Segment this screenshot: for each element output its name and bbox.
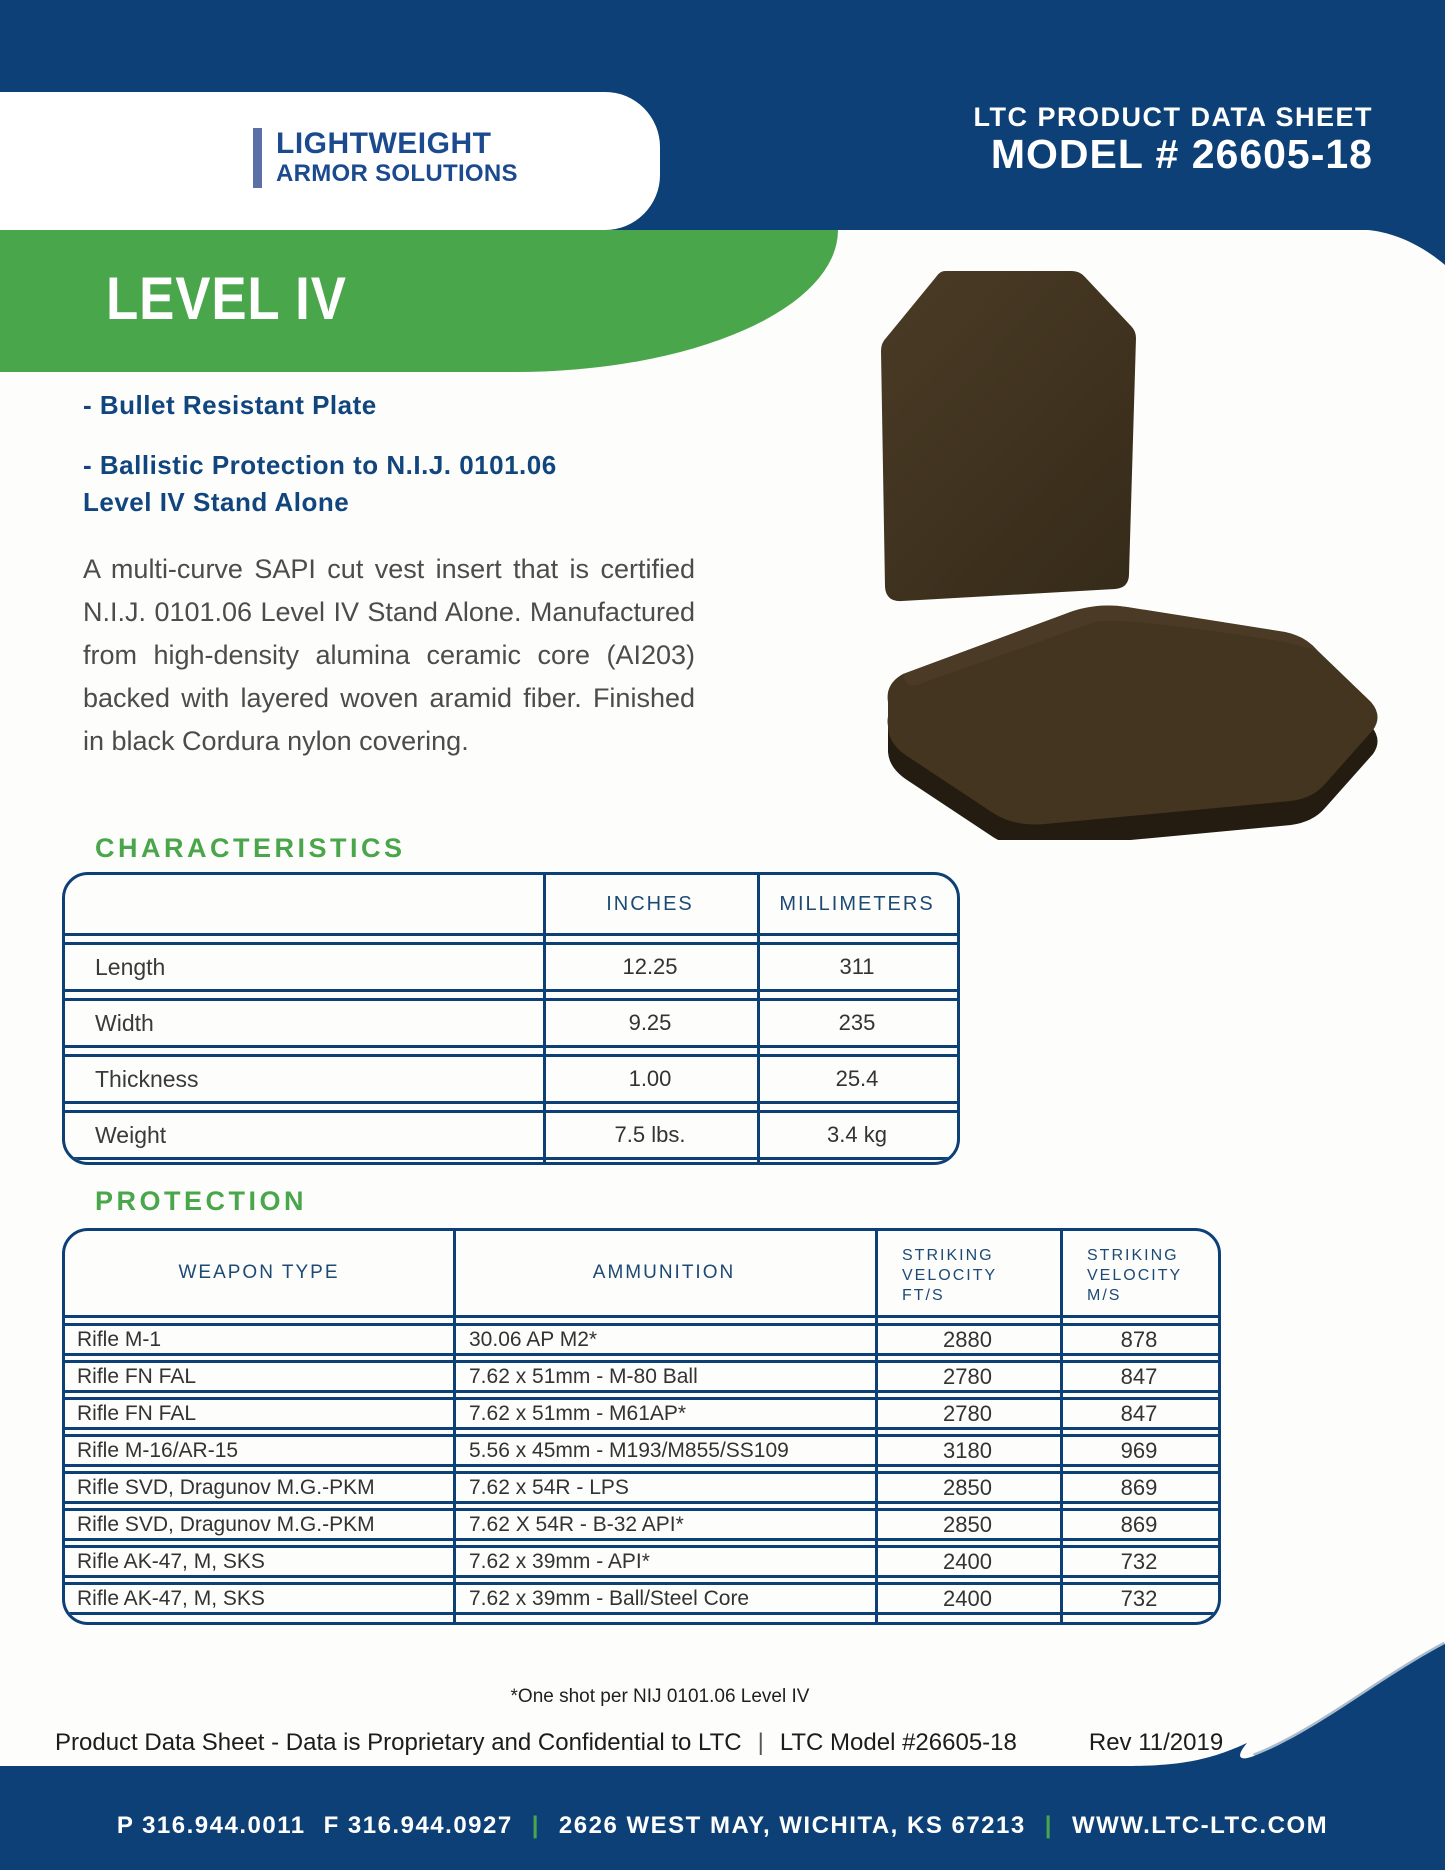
velocity-ftps: 2780 <box>943 1363 992 1389</box>
contact-divider: | <box>1044 1812 1053 1839</box>
product-photo <box>855 250 1445 840</box>
bullet-protection-line1: - Ballistic Protection to N.I.J. 0101.06 <box>83 450 557 480</box>
char-inches: 9.25 <box>628 1010 672 1035</box>
fax-number: F 316.944.0927 <box>323 1812 513 1839</box>
table-row <box>65 1434 1218 1467</box>
level-banner <box>0 230 838 372</box>
table-row <box>65 942 957 992</box>
logo-name-line1: LIGHTWEIGHT <box>276 127 492 160</box>
table-row <box>65 1508 1218 1541</box>
char-inches: 12.25 <box>622 954 678 979</box>
char-col-inches: INCHES <box>606 892 694 915</box>
table-row <box>65 1360 1218 1393</box>
velocity-ms: 969 <box>1120 1437 1158 1463</box>
prot-col-ammo: AMMUNITION <box>592 1262 736 1283</box>
char-col-mm: MILLIMETERS <box>779 892 935 915</box>
velocity-ms: 869 <box>1120 1474 1158 1500</box>
velocity-ms: 847 <box>1120 1400 1158 1426</box>
char-mm: 235 <box>838 1010 876 1035</box>
char-label: Weight <box>95 1121 167 1148</box>
meta-revision: Rev 11/2019 <box>1088 1729 1224 1756</box>
table-row <box>65 1582 1218 1615</box>
char-label: Length <box>95 953 166 980</box>
prot-col-vms: STRIKING VELOCITY M/S <box>1087 1247 1182 1304</box>
char-col-blank <box>65 875 543 933</box>
ammunition: 7.62 x 54R - LPS <box>469 1475 629 1499</box>
weapon-type: Rifle M-1 <box>77 1327 162 1351</box>
ammunition: 7.62 x 39mm - Ball/Steel Core <box>469 1586 750 1610</box>
meta-divider: | <box>757 1729 764 1756</box>
ammunition: 7.62 X 54R - B-32 API* <box>469 1512 684 1536</box>
char-mm: 25.4 <box>835 1066 879 1091</box>
table-row <box>65 1323 1218 1356</box>
column-divider <box>1060 1231 1063 1622</box>
weapon-type: Rifle AK-47, M, SKS <box>77 1586 265 1610</box>
logo-bar-icon <box>253 128 262 188</box>
bullet-protection-line2: Level IV Stand Alone <box>83 487 350 517</box>
logo-box <box>0 92 660 230</box>
plate-upright-icon <box>881 271 1136 601</box>
velocity-ftps: 2850 <box>943 1474 992 1500</box>
prot-col-weapon: WEAPON TYPE <box>178 1262 340 1283</box>
logo-name-line2: ARMOR SOLUTIONS <box>276 160 518 187</box>
weapon-type: Rifle FN FAL <box>77 1401 197 1425</box>
phone-number: P 316.944.0011 <box>116 1812 306 1839</box>
table-row <box>65 998 957 1048</box>
velocity-ftps: 2850 <box>943 1511 992 1537</box>
velocity-ms: 732 <box>1120 1548 1158 1574</box>
char-mm: 311 <box>839 954 875 979</box>
column-divider <box>543 875 546 1162</box>
characteristics-table <box>62 872 960 1165</box>
column-divider <box>875 1231 878 1622</box>
company-logo <box>253 128 518 188</box>
table-row <box>65 1471 1218 1504</box>
velocity-ftps: 2780 <box>943 1400 992 1426</box>
contact-bar <box>0 1798 1445 1854</box>
street-address: 2626 WEST MAY, WICHITA, KS 67213 <box>558 1812 1026 1839</box>
ammunition: 5.56 x 45mm - M193/M855/SS109 <box>469 1438 789 1462</box>
char-inches: 1.00 <box>628 1066 672 1091</box>
char-mm: 3.4 kg <box>827 1122 887 1147</box>
contact-divider: | <box>531 1812 540 1839</box>
velocity-ftps: 2400 <box>943 1548 992 1574</box>
velocity-ftps: 2880 <box>943 1326 992 1352</box>
table-row <box>65 1545 1218 1578</box>
weapon-type: Rifle AK-47, M, SKS <box>77 1549 265 1573</box>
weapon-type: Rifle FN FAL <box>77 1364 197 1388</box>
velocity-ftps: 2400 <box>943 1585 992 1611</box>
protection-table <box>62 1228 1221 1625</box>
table-row <box>65 1054 957 1104</box>
table-row <box>65 1397 1218 1430</box>
column-divider <box>453 1231 456 1622</box>
weapon-type: Rifle SVD, Dragunov M.G.-PKM <box>77 1475 375 1499</box>
protection-footnote: *One shot per NIJ 0101.06 Level IV <box>510 1686 810 1707</box>
model-number: MODEL # 26605-18 <box>990 131 1373 177</box>
protection-heading: PROTECTION <box>95 1186 308 1216</box>
velocity-ms: 732 <box>1120 1585 1158 1611</box>
ammunition: 7.62 x 51mm - M61AP* <box>469 1401 687 1425</box>
protection-header-row <box>65 1231 1218 1318</box>
weapon-type: Rifle M-16/AR-15 <box>77 1438 239 1462</box>
plate-flat-top-icon <box>888 606 1378 825</box>
velocity-ms: 847 <box>1120 1363 1158 1389</box>
meta-text: Product Data Sheet - Data is Proprietary and Confidential to LTC <box>55 1729 742 1756</box>
char-label: Thickness <box>95 1065 199 1092</box>
ammunition: 7.62 x 39mm - API* <box>469 1549 650 1573</box>
table-row <box>65 1110 957 1160</box>
velocity-ms: 869 <box>1120 1511 1158 1537</box>
weapon-type: Rifle SVD, Dragunov M.G.-PKM <box>77 1512 375 1536</box>
level-title: LEVEL IV <box>106 265 347 332</box>
ammunition: 30.06 AP M2* <box>469 1327 598 1351</box>
feature-bullets <box>83 390 557 521</box>
column-divider <box>757 875 760 1162</box>
product-description: A multi-curve SAPI cut vest insert that is certified N.I.J. 0101.06 Level IV Stand Alone. Manufactured from high-density alumina ceramic core (AI203) backed with layered woven aramid fiber. Finished in black Cordura nylon covering. <box>83 554 695 756</box>
char-inches: 7.5 lbs. <box>614 1122 686 1147</box>
bullet-plate: - Bullet Resistant Plate <box>83 390 377 420</box>
velocity-ms: 878 <box>1120 1326 1158 1352</box>
velocity-ftps: 3180 <box>943 1437 992 1463</box>
ammunition: 7.62 x 51mm - M-80 Ball <box>469 1364 698 1388</box>
char-label: Width <box>95 1009 154 1036</box>
characteristics-heading: CHARACTERISTICS <box>95 833 406 863</box>
meta-model-ref: LTC Model #26605-18 <box>779 1729 1017 1756</box>
prot-col-vfts: STRIKING VELOCITY FT/S <box>902 1247 997 1304</box>
characteristics-header-row <box>65 875 957 936</box>
sheet-label: LTC PRODUCT DATA SHEET <box>973 102 1373 132</box>
header-title-block <box>974 102 1373 176</box>
website-url: WWW.LTC-LTC.COM <box>1071 1812 1329 1839</box>
